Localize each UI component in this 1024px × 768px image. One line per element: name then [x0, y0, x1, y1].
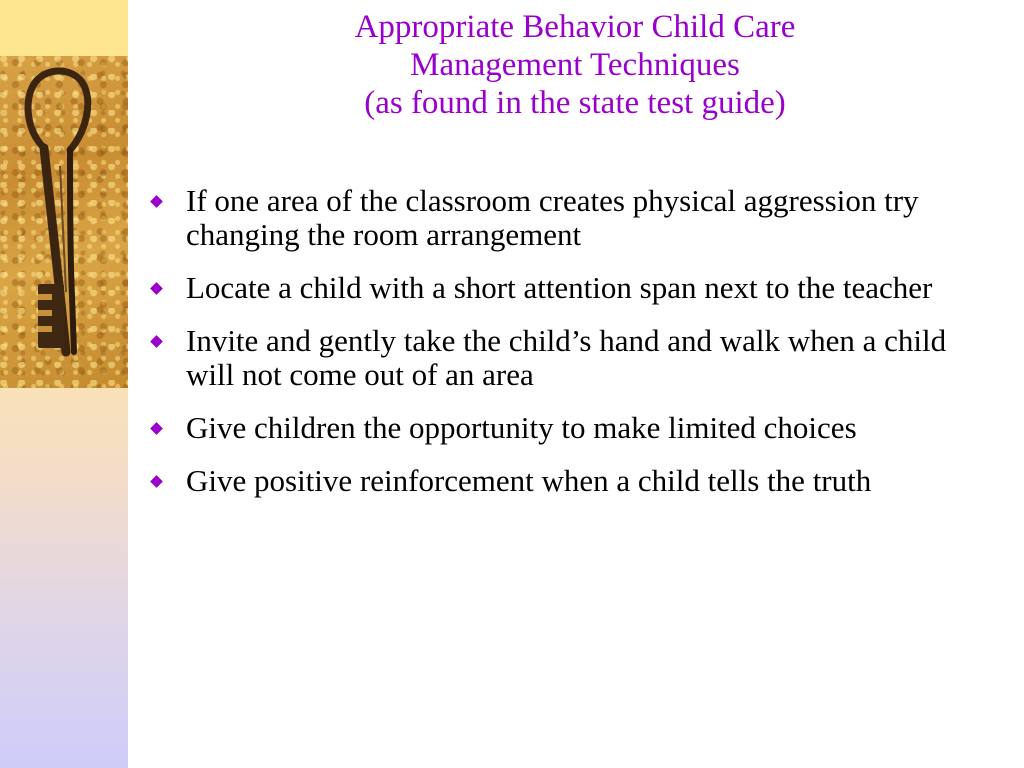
slide-subtitle-line: (as found in the state test guide)	[364, 85, 786, 121]
bullet-item	[150, 324, 1000, 392]
side-band-top-strip	[0, 0, 128, 30]
key-photo	[0, 56, 128, 388]
bullet-item	[150, 271, 1000, 305]
bullet-text: Give children the opportunity to make limited choices	[186, 410, 857, 445]
bullet-item	[150, 411, 1000, 445]
slide-title-line: Appropriate Behavior Child Care	[354, 9, 796, 45]
diamond-bullet-icon	[150, 475, 163, 488]
diamond-bullet-icon	[150, 195, 163, 208]
bullet-list	[150, 184, 1000, 517]
diamond-bullet-icon	[150, 335, 163, 348]
antique-key-icon	[0, 56, 128, 388]
slide-title	[150, 8, 1000, 122]
diamond-bullet-icon	[150, 422, 163, 435]
bullet-item	[150, 184, 1000, 252]
bullet-text: Invite and gently take the child’s hand and walk when a child will not come out of an area	[186, 323, 947, 392]
diamond-bullet-icon	[150, 282, 163, 295]
bullet-text: Give positive reinforcement when a child tells the truth	[186, 463, 872, 498]
bullet-text: If one area of the classroom creates physical aggression try changing the room arrangement	[186, 183, 919, 252]
slide-title-line: Management Techniques	[410, 47, 740, 83]
bullet-text: Locate a child with a short attention span next to the teacher	[186, 270, 933, 305]
bullet-item	[150, 464, 1000, 498]
